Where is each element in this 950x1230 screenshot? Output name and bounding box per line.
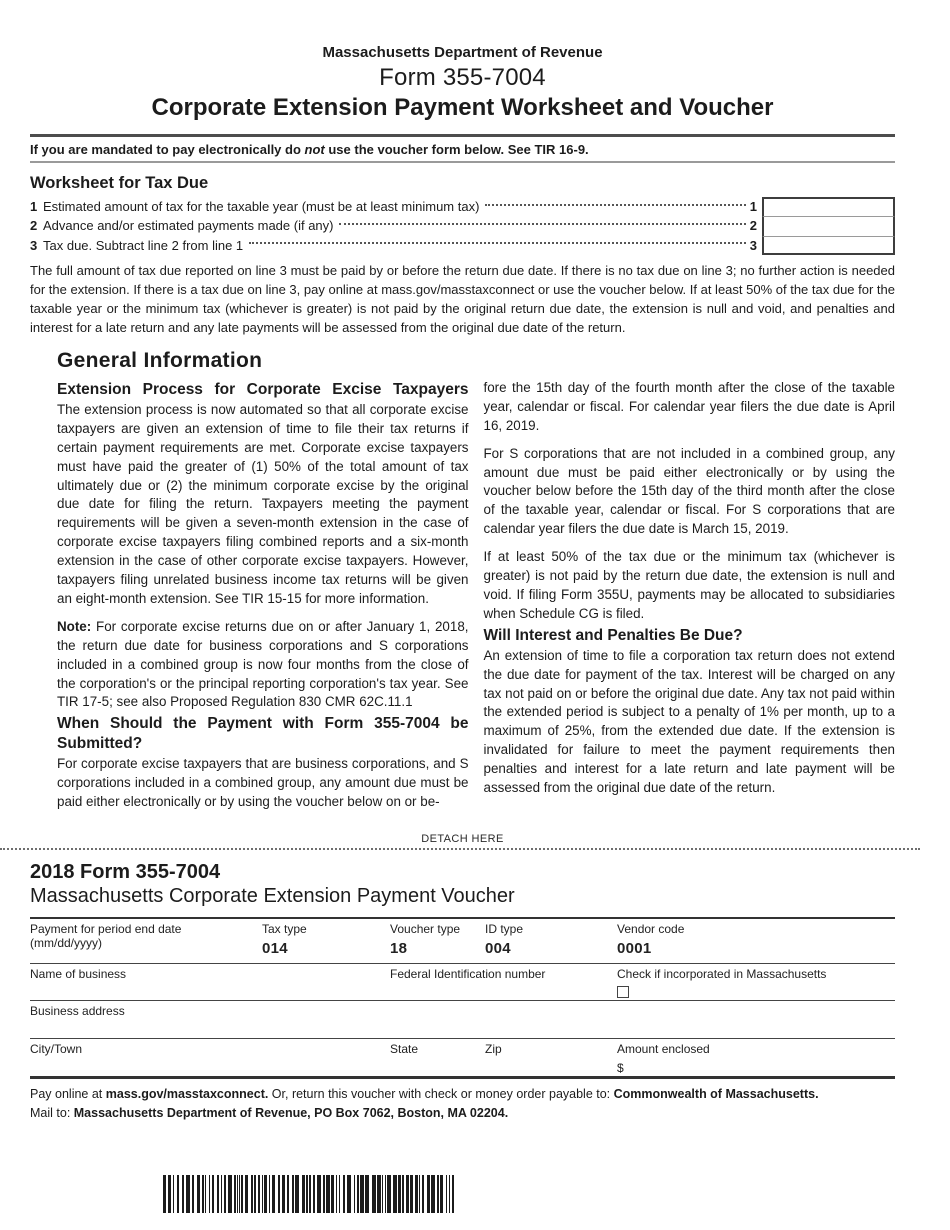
voucher-type-cell <box>390 922 460 957</box>
period-end-date-field[interactable] <box>30 922 255 950</box>
extension-process-heading: Extension Process for Corporate Excise Taxpayers <box>57 380 469 398</box>
extension-process-paragraph: The extension process is now automated so that all corporate excise taxpayers are given an extension of time to file their tax returns if certain payment requirements are met. Corporate excise taxpayers must have paid the greater of (1) 50% of the total amount of tax ultimately due or (2) the minimum corporate excise by the original due date for filing the return. Taxpayers meeting the payment requirements will be given a seven-month extension in the case of corporate excise taxpayers filing combined reports and a six-month extension in the case of other corporate excise taxpayers. However, taxpayers filing unrelated business income tax returns will be given an eight-month extension. See TIR 15-15 for more information. <box>57 401 469 606</box>
pay-online-text: Pay online at <box>30 1087 106 1102</box>
amount-enclosed-label: Amount enclosed <box>617 1042 710 1057</box>
vendor-code-value: 0001 <box>617 940 652 958</box>
line-number: 3 <box>30 237 38 253</box>
dot-leader <box>339 223 745 225</box>
voucher-table <box>30 917 895 1079</box>
tax-type-value: 014 <box>262 940 288 958</box>
city-town-field[interactable] <box>30 1042 380 1056</box>
amount-enclosed-field[interactable] <box>617 1042 847 1075</box>
vendor-code-label: Vendor code <box>617 922 685 937</box>
line-number-trailing: 1 <box>749 199 757 215</box>
pay-online-line <box>30 1085 895 1104</box>
when-submit-heading: When Should the Payment with Form 355-7004 be Submitted? <box>57 715 469 753</box>
id-type-value: 004 <box>485 940 511 958</box>
vendor-code-cell <box>617 922 684 957</box>
voucher-type-value: 18 <box>390 940 408 958</box>
banner-text-emphasis: not <box>304 142 325 157</box>
business-address-field[interactable] <box>30 1004 850 1018</box>
form-number: Form 355-7004 <box>379 64 546 91</box>
incorporated-cell <box>617 967 826 998</box>
line-label: Estimated amount of tax for the taxable year (must be at least minimum tax) <box>43 199 480 215</box>
s-corp-paragraph: For S corporations that are not included in a combined group, any amount due must be paid either electronically or by using the voucher below before the 15th day of the third month after the close of the taxable year, calendar or fiscal. For S corporations that are calendar year filers the due date is March 15, 2019. <box>483 445 895 537</box>
return-voucher-text: Or, return this voucher with check or money order payable to: <box>268 1087 614 1102</box>
mail-to-text: Mail to: <box>30 1106 74 1121</box>
worksheet-note: The full amount of tax due reported on line 3 must be paid by or before the return due date. If there is no tax due on line 3; no further action is needed for the extension. If there is a tax due on line 3, pay online at mass.gov/masstaxconnect or use the voucher below. If at least 50% of the tax due for the taxable year or the minimum tax (whichever is greater) is not paid by the original return due date, the extension is null and void, and penalties and interest for a late return and any late payments will be assessed from the original due date of the return. <box>30 262 896 335</box>
federal-id-label: Federal Identification number <box>390 967 546 982</box>
left-column <box>57 378 469 812</box>
note-paragraph <box>57 618 469 713</box>
note-label: Note: <box>57 618 92 634</box>
voucher-row-address <box>30 1001 895 1039</box>
right-column <box>484 378 896 812</box>
line2-amount-box[interactable] <box>762 216 895 235</box>
fifty-percent-paragraph: If at least 50% of the tax due or the minimum tax (whichever is greater) is not paid by the return due date, the extension is null and void. If filing Form 355U, payments may be allocated to subsidiaries when Schedule CG is filed. <box>483 549 895 621</box>
worksheet-heading: Worksheet for Tax Due <box>30 174 209 192</box>
state-field[interactable] <box>390 1042 475 1056</box>
detach-here-label: DETACH HERE <box>421 833 504 846</box>
voucher-row-city <box>30 1039 895 1076</box>
state-label: State <box>390 1042 419 1057</box>
business-address-label: Business address <box>30 1004 125 1019</box>
agency-name: Massachusetts Department of Revenue <box>322 44 603 61</box>
id-type-cell <box>485 922 523 957</box>
mail-address-text: Massachusetts Department of Revenue, PO Box 7062, Boston, MA 02204. <box>73 1106 509 1121</box>
dot-leader <box>249 242 746 244</box>
worksheet-line-2 <box>30 216 895 235</box>
interest-penalties-paragraph: An extension of time to file a corporation tax return does not extend the due date for payment of the tax. Interest will be charged on any tax not paid on or before the original due date. Any tax not paid within the extended period is subject to a penalty of 1% per month, up to a maximum of 25%, from the extended due date. If the extension is invalidated for failure to meet the payment requirements then penalties and interest for a late return and late payment will be assessed from the original due date of the return. <box>483 647 895 796</box>
general-information-heading: General Information <box>57 348 263 372</box>
voucher-row-types <box>30 919 895 964</box>
worksheet-line-1 <box>30 197 895 216</box>
banner-text-post: use the voucher form below. See TIR 16-9. <box>324 142 589 157</box>
form-header <box>30 44 895 122</box>
dot-leader <box>485 204 745 206</box>
detach-perforation-line <box>0 848 920 850</box>
tax-type-label: Tax type <box>262 922 307 937</box>
period-end-date-label: Payment for period end date (mm/dd/yyyy) <box>30 922 182 951</box>
tax-type-cell <box>262 922 307 957</box>
electronic-mandate-banner <box>30 134 895 163</box>
incorporated-label: Check if incorporated in Massachusetts <box>617 967 827 982</box>
zip-field[interactable] <box>485 1042 605 1056</box>
business-name-label: Name of business <box>30 967 127 982</box>
federal-id-field[interactable] <box>390 967 605 981</box>
masstaxconnect-text: mass.gov/masstaxconnect. <box>105 1087 269 1102</box>
banner-text-pre: If you are mandated to pay electronically do <box>30 142 305 157</box>
when-submit-paragraph: For corporate excise taxpayers that are business corporations, and S corporations included in a combined group, any amount due must be paid either electronically or by using the voucher below on or be- <box>57 756 469 810</box>
line1-amount-box[interactable] <box>762 197 895 216</box>
interest-penalties-heading: Will Interest and Penalties Be Due? <box>483 626 743 644</box>
note-text: For corporate excise returns due on or after January 1, 2018, the return due date for business corporations and S corporations included in a combined group is now four months from the close of the corporation's or the principal reporting corporation's tax year. See TIR 17-5; see also Proposed Regulation 830 CMR 62C.11.1 <box>57 618 469 710</box>
city-town-label: City/Town <box>30 1042 83 1057</box>
voucher-year-form: 2018 Form 355-7004 <box>30 861 221 884</box>
line3-amount-box[interactable] <box>762 236 895 255</box>
form-title: Corporate Extension Payment Worksheet and Voucher <box>151 94 774 121</box>
voucher-type-label: Voucher type <box>390 922 461 937</box>
line-label: Advance and/or estimated payments made (if any) <box>43 218 334 234</box>
zip-label: Zip <box>485 1042 502 1057</box>
mail-to-line <box>30 1104 895 1123</box>
line-label: Tax due. Subtract line 2 from line 1 <box>43 237 244 253</box>
general-information-columns <box>30 378 895 812</box>
id-type-label: ID type <box>485 922 524 937</box>
line-number-trailing: 3 <box>749 237 757 253</box>
dollar-sign: $ <box>617 1061 624 1076</box>
voucher-footer <box>30 1085 895 1123</box>
continuation-paragraph: fore the 15th day of the fourth month after the close of the taxable year, calendar or fiscal. For calendar year filers the due date is April 16, 2019. <box>483 379 895 433</box>
voucher-title: Massachusetts Corporate Extension Payment Voucher <box>30 885 515 908</box>
business-name-field[interactable] <box>30 967 380 981</box>
line-number: 1 <box>30 199 38 215</box>
line-number-trailing: 2 <box>749 218 757 234</box>
incorporated-checkbox[interactable] <box>617 986 629 998</box>
line-number: 2 <box>30 218 38 234</box>
payable-to-text: Commonwealth of Massachusetts. <box>613 1087 819 1102</box>
worksheet-lines <box>30 197 895 255</box>
barcode <box>163 1175 459 1213</box>
worksheet-line-3 <box>30 236 895 255</box>
voucher-row-name <box>30 964 895 1001</box>
